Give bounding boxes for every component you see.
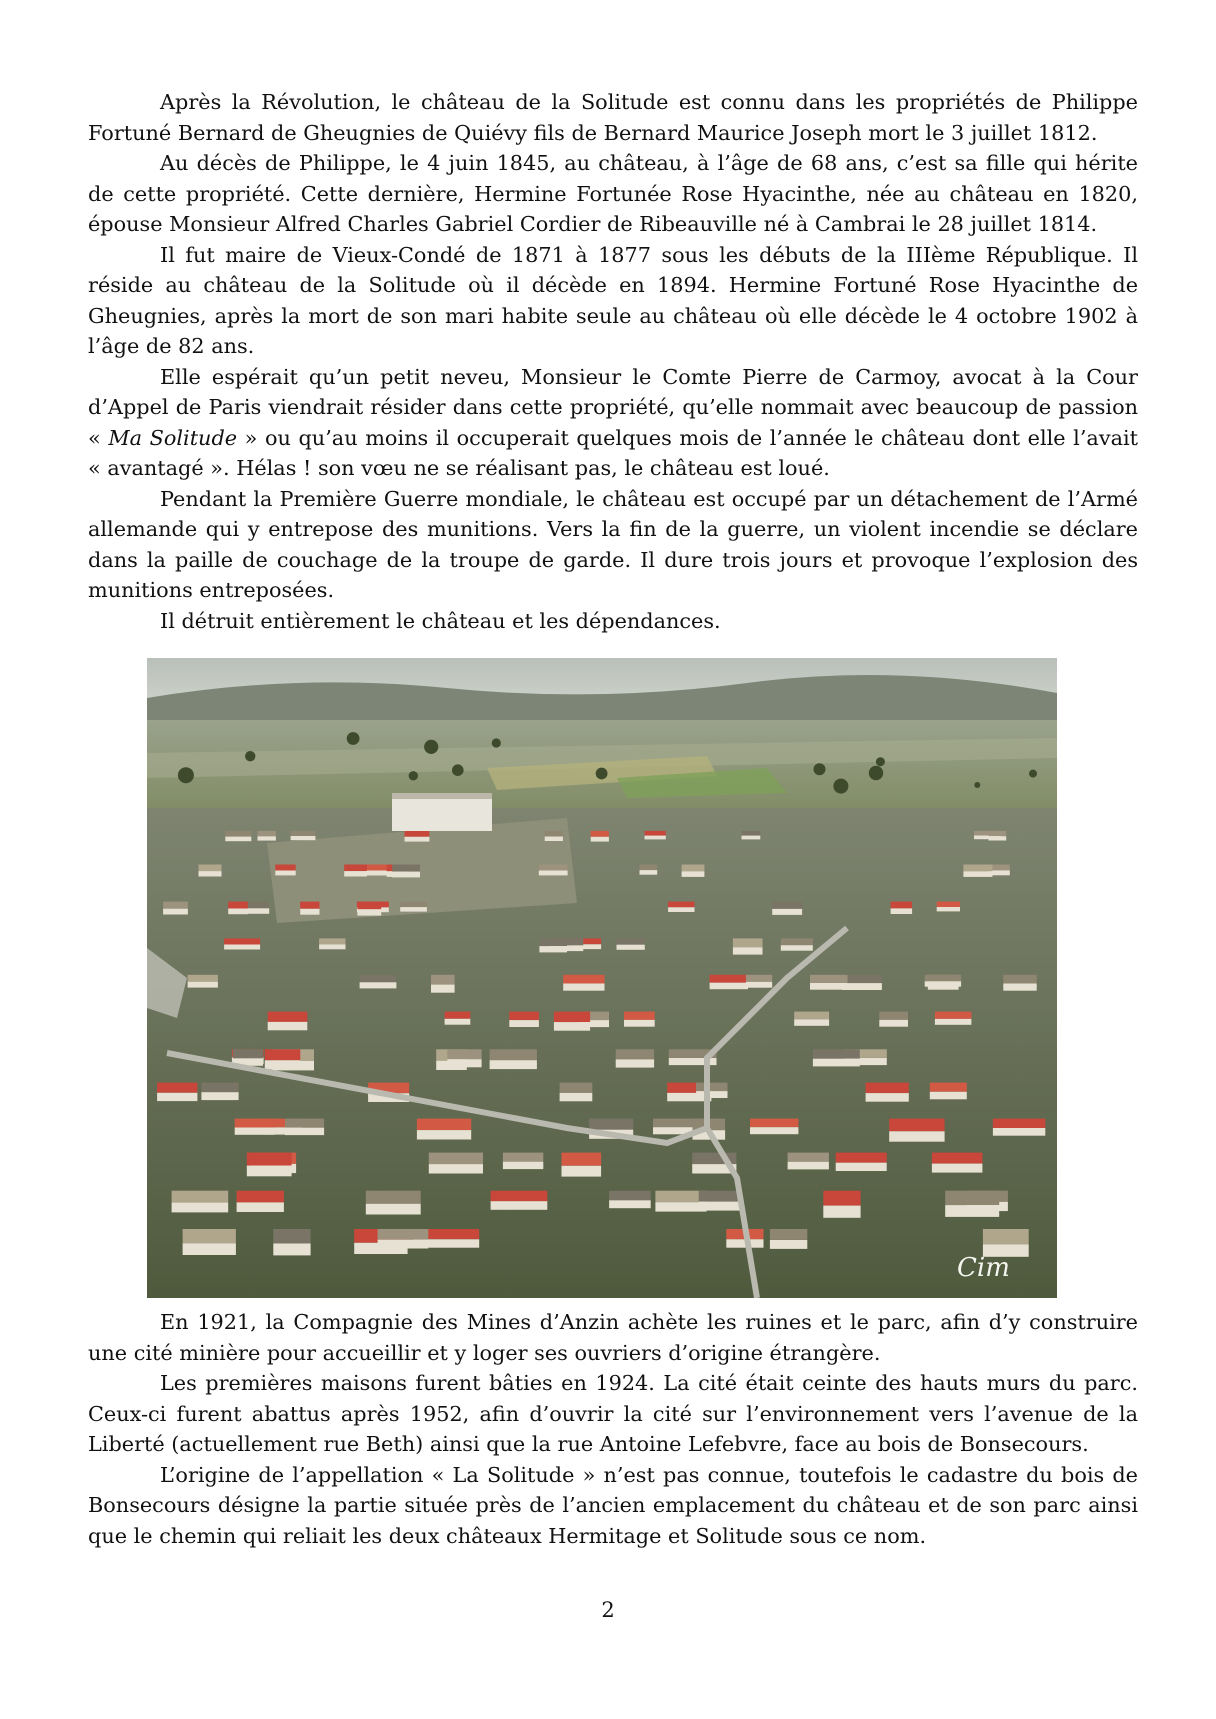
- house-roof: [682, 865, 705, 872]
- house-wall: [889, 1131, 944, 1141]
- house-wall: [554, 1022, 590, 1031]
- house-wall: [285, 1128, 324, 1135]
- house-wall: [563, 984, 604, 991]
- tree: [833, 779, 848, 794]
- page-number: 2: [601, 1598, 615, 1622]
- house-wall: [1003, 984, 1036, 991]
- house-roof: [273, 1229, 310, 1244]
- house-wall: [645, 836, 666, 840]
- house-wall: [509, 1020, 539, 1027]
- paragraph-carmoy: [88, 362, 1138, 484]
- paragraph-maire: Il fut maire de Vieux-Condé de 1871 à 1877 sous les débuts de la IIIème République. Il réside au château de la Solitude où il décède en 1894. Hermine Fortuné Rose Hyacinthe de Gheugnies, après la mort de son mari habite seule au château où elle décède le 4 octobre 1902 à l’âge de 82 ans.: [88, 242, 1138, 358]
- paragraph-appellation: L’origine de l’appellation « La Solitude » n’est pas connue, toutefois le cadastre du bois de Bonsecours désigne la partie située près de l’ancien emplacement du château et de son parc ainsi que le chemin qui reliait les deux châteaux Hermitage et Solitude sous ce nom.: [88, 1462, 1138, 1548]
- house-wall: [891, 908, 913, 914]
- tree: [814, 763, 826, 775]
- house-roof: [889, 1119, 944, 1132]
- house-wall: [937, 907, 960, 911]
- tree: [178, 767, 194, 783]
- house-roof: [560, 1083, 593, 1093]
- paragraph-mines-anzin: En 1921, la Compagnie des Mines d’Anzin achète les ruines et le parc, afin d’y construire une cité minière pour accueillir et y loger ses ouvriers d’origine étrangère.: [88, 1310, 1138, 1365]
- house-wall: [750, 1127, 798, 1134]
- house-wall: [273, 1244, 310, 1256]
- house-wall: [360, 982, 397, 988]
- house-roof: [163, 902, 188, 909]
- house-wall: [503, 1162, 543, 1169]
- house-roof: [235, 1119, 275, 1128]
- house-roof: [617, 938, 645, 944]
- house-roof: [400, 902, 427, 908]
- house-roof: [963, 865, 992, 872]
- house-roof: [509, 1012, 539, 1021]
- house-wall: [772, 909, 802, 915]
- house-wall: [275, 871, 295, 876]
- house-wall: [265, 1060, 301, 1069]
- house-wall: [794, 1019, 829, 1025]
- house-roof: [842, 975, 882, 983]
- house-wall: [770, 1240, 807, 1249]
- house-roof: [781, 938, 813, 945]
- house-roof: [539, 865, 568, 871]
- house-wall: [300, 909, 319, 915]
- house-wall: [925, 981, 961, 986]
- house-roof: [733, 938, 763, 947]
- house-wall: [539, 871, 568, 876]
- house-roof: [993, 1119, 1045, 1128]
- house-roof: [937, 902, 960, 907]
- house-roof: [589, 1119, 633, 1130]
- house-wall: [199, 871, 222, 876]
- house-wall: [228, 909, 248, 915]
- house-wall: [268, 1022, 308, 1030]
- house-wall: [742, 836, 761, 840]
- house-roof: [989, 831, 1007, 836]
- house-roof: [925, 975, 961, 982]
- house-wall: [429, 1164, 483, 1173]
- tree: [245, 751, 255, 761]
- tree: [596, 768, 608, 780]
- house-wall: [172, 1203, 229, 1213]
- house-wall: [624, 1020, 655, 1027]
- house-roof: [258, 831, 276, 836]
- house-roof: [750, 1119, 798, 1128]
- house-roof: [228, 902, 248, 909]
- house-roof: [447, 1049, 481, 1059]
- house-roof: [879, 1012, 908, 1020]
- house-roof: [366, 1191, 421, 1204]
- house-roof: [445, 1012, 471, 1019]
- house-roof: [788, 1153, 829, 1162]
- aerial-photo-cite-solitude: [147, 658, 1057, 1298]
- house-wall: [993, 1128, 1045, 1136]
- house-wall: [225, 837, 251, 842]
- house-roof: [429, 1153, 483, 1165]
- ma-solitude-italic: Ma Solitude: [108, 425, 238, 450]
- house-wall: [405, 837, 430, 842]
- house-roof: [983, 1229, 1029, 1244]
- house-wall: [932, 1164, 983, 1173]
- tree: [347, 732, 360, 745]
- house-roof: [539, 938, 567, 946]
- house-roof: [810, 975, 848, 983]
- house-wall: [710, 983, 748, 990]
- tree: [409, 771, 418, 780]
- house-roof: [225, 831, 251, 837]
- house-roof: [930, 1083, 967, 1092]
- text-block-bottom: [88, 1307, 1138, 1551]
- house-wall: [447, 1059, 481, 1067]
- house-roof: [300, 902, 319, 909]
- house-roof: [490, 1049, 537, 1060]
- house-roof: [265, 1049, 301, 1060]
- house-wall: [357, 909, 381, 915]
- house-wall: [945, 1205, 999, 1217]
- house-roof: [640, 865, 658, 871]
- house-roof: [224, 938, 260, 944]
- house-roof: [891, 902, 913, 909]
- tree: [974, 782, 980, 788]
- tree: [492, 738, 501, 747]
- house-wall: [668, 907, 694, 912]
- paragraph-destruction: Il détruit entièrement le château et les dépendances.: [160, 608, 721, 633]
- paragraph-heritage: Au décès de Philippe, le 4 juin 1845, au château, à l’âge de 68 ans, c’est sa fille qui hérite de cette propriété. Cette dernière, Hermine Fortunée Rose Hyacinthe, née au château en 1820, épouse Monsieur Alfred Charles Gabriel Cordier de Ribeauville né à Cambrai le 28 juillet 1814.: [88, 151, 1138, 236]
- house-wall: [224, 945, 260, 950]
- tree: [424, 740, 438, 754]
- house-roof: [1003, 975, 1036, 984]
- house-roof: [836, 1153, 887, 1163]
- house-roof: [344, 865, 367, 872]
- house-roof: [360, 975, 397, 983]
- house-wall: [935, 1019, 972, 1025]
- house-roof: [932, 1153, 983, 1164]
- house-wall: [445, 1019, 471, 1025]
- house-roof: [183, 1229, 236, 1243]
- house-roof: [823, 1191, 860, 1206]
- house-roof: [645, 831, 666, 836]
- house-wall: [491, 1201, 548, 1210]
- house-wall: [237, 1202, 284, 1212]
- house-roof: [275, 865, 295, 871]
- house-roof: [247, 1153, 292, 1166]
- house-wall: [617, 945, 645, 950]
- house-wall: [640, 870, 658, 875]
- tree: [876, 757, 885, 766]
- house-wall: [696, 1091, 727, 1098]
- house-roof: [710, 975, 748, 983]
- house-roof: [199, 865, 222, 872]
- house-wall: [235, 1128, 275, 1135]
- house-roof: [503, 1153, 543, 1162]
- house-roof: [491, 1191, 548, 1202]
- house-wall: [788, 1162, 829, 1170]
- house-wall: [560, 1093, 593, 1101]
- house-roof: [770, 1229, 807, 1240]
- house-wall: [201, 1092, 238, 1100]
- house-wall: [539, 946, 567, 952]
- photo-signature: Cim: [957, 1253, 1010, 1283]
- house-wall: [344, 871, 367, 876]
- tree: [1029, 770, 1037, 778]
- house-wall: [842, 983, 882, 990]
- house-roof: [772, 902, 802, 909]
- house-roof: [554, 1012, 590, 1023]
- house-roof: [392, 865, 420, 872]
- house-roof: [201, 1083, 238, 1093]
- house-wall: [400, 907, 427, 912]
- house-wall: [188, 982, 218, 988]
- house-wall: [682, 871, 705, 877]
- house-wall: [431, 985, 455, 993]
- house-wall: [836, 1163, 887, 1171]
- house-roof: [794, 1012, 829, 1020]
- house-roof: [188, 975, 218, 982]
- house-wall: [591, 837, 609, 842]
- house-roof: [935, 1012, 972, 1019]
- house-roof: [624, 1012, 655, 1020]
- house-roof: [616, 1049, 654, 1059]
- house-wall: [417, 1130, 471, 1139]
- house-roof: [562, 1153, 602, 1166]
- house-wall: [366, 1204, 421, 1215]
- house-wall: [490, 1060, 537, 1069]
- house-wall: [879, 1020, 908, 1027]
- house-wall: [247, 1166, 292, 1177]
- house-roof: [609, 1191, 651, 1201]
- house-roof: [285, 1119, 324, 1128]
- house-wall: [813, 1059, 860, 1067]
- house-wall: [562, 1166, 602, 1177]
- house-roof: [357, 902, 381, 910]
- house-wall: [319, 944, 345, 949]
- house-wall: [163, 909, 188, 915]
- house-roof: [545, 831, 563, 837]
- house-roof: [319, 938, 345, 944]
- aerial-photo-illustration: [147, 658, 1057, 1298]
- house-wall: [392, 872, 420, 878]
- house-roof: [172, 1191, 229, 1203]
- house-roof: [431, 975, 455, 985]
- house-wall: [823, 1206, 860, 1218]
- tree: [452, 764, 464, 776]
- house-roof: [268, 1012, 308, 1022]
- tree: [869, 766, 883, 780]
- house-wall: [989, 836, 1007, 840]
- house-wall: [810, 983, 848, 990]
- carmoy-text-after: » ou qu’au moins il occuperait quelques mois de l’année le château dont elle l’avait « avantagé ». Hélas ! son vœu ne se réalisant pas, le château est loué.: [88, 425, 1138, 480]
- house-roof: [746, 975, 772, 982]
- house-wall: [378, 1240, 429, 1249]
- paragraph-guerre: Pendant la Première Guerre mondiale, le château est occupé par un détachement de l’Armé allemande qui y entrepose des munitions. Vers la fin de la guerre, un violent incendie se déclare dans la paille de couchage de la troupe de garde. Il dure trois jours et provoque l’explosion des munitions entreposées.: [88, 486, 1138, 602]
- house-wall: [616, 1059, 654, 1067]
- carmoy-text-before: Elle espérait qu’un petit neveu, Monsieur le Comte Pierre de Carmoy, avocat à la Cour d’Appel de Paris viendrait résider dans cette propriété, qu’elle nommait avec beaucoup de passion «: [88, 364, 1138, 450]
- house-wall: [781, 945, 813, 951]
- house-roof: [233, 1049, 263, 1058]
- house-wall: [963, 871, 992, 877]
- house-roof: [291, 831, 316, 836]
- house-roof: [237, 1191, 284, 1203]
- house-roof: [405, 831, 430, 837]
- house-wall: [609, 1200, 651, 1208]
- text-block-top: [88, 87, 1138, 636]
- house-wall: [157, 1093, 197, 1101]
- house-roof: [417, 1119, 471, 1131]
- house-wall: [866, 1093, 909, 1102]
- house-roof: [378, 1229, 429, 1240]
- house-roof: [699, 1191, 741, 1202]
- house-roof: [157, 1083, 197, 1093]
- house-roof: [813, 1049, 860, 1058]
- house-wall: [291, 836, 316, 840]
- house-roof: [866, 1083, 909, 1094]
- house-wall: [545, 837, 563, 842]
- house-wall: [733, 947, 763, 954]
- house-roof: [742, 831, 761, 836]
- house-wall: [699, 1202, 741, 1211]
- house-wall: [930, 1092, 967, 1100]
- paragraph-revolution: Après la Révolution, le château de la Solitude est connu dans les propriétés de Philippe Fortuné Bernard de Gheugnies de Quiévy fils de Bernard Maurice Joseph mort le 3 juillet 1812.: [88, 90, 1138, 145]
- house-roof: [945, 1191, 999, 1205]
- house-wall: [183, 1243, 236, 1255]
- house-roof: [591, 831, 609, 837]
- house-wall: [746, 982, 772, 988]
- house-roof: [696, 1083, 727, 1091]
- house-wall: [258, 836, 276, 840]
- paragraph-premieres-maisons: Les premières maisons furent bâties en 1924. La cité était ceinte des hauts murs du parc. Ceux-ci furent abattus après 1952, afin d’ouvrir la cité sur l’environnement vers l’avenue de la Liberté (actuellement rue Beth) ainsi que la rue Antoine Lefebvre, face au bois de Bonsecours.: [88, 1371, 1138, 1456]
- house-roof: [563, 975, 604, 984]
- house-roof: [668, 902, 694, 908]
